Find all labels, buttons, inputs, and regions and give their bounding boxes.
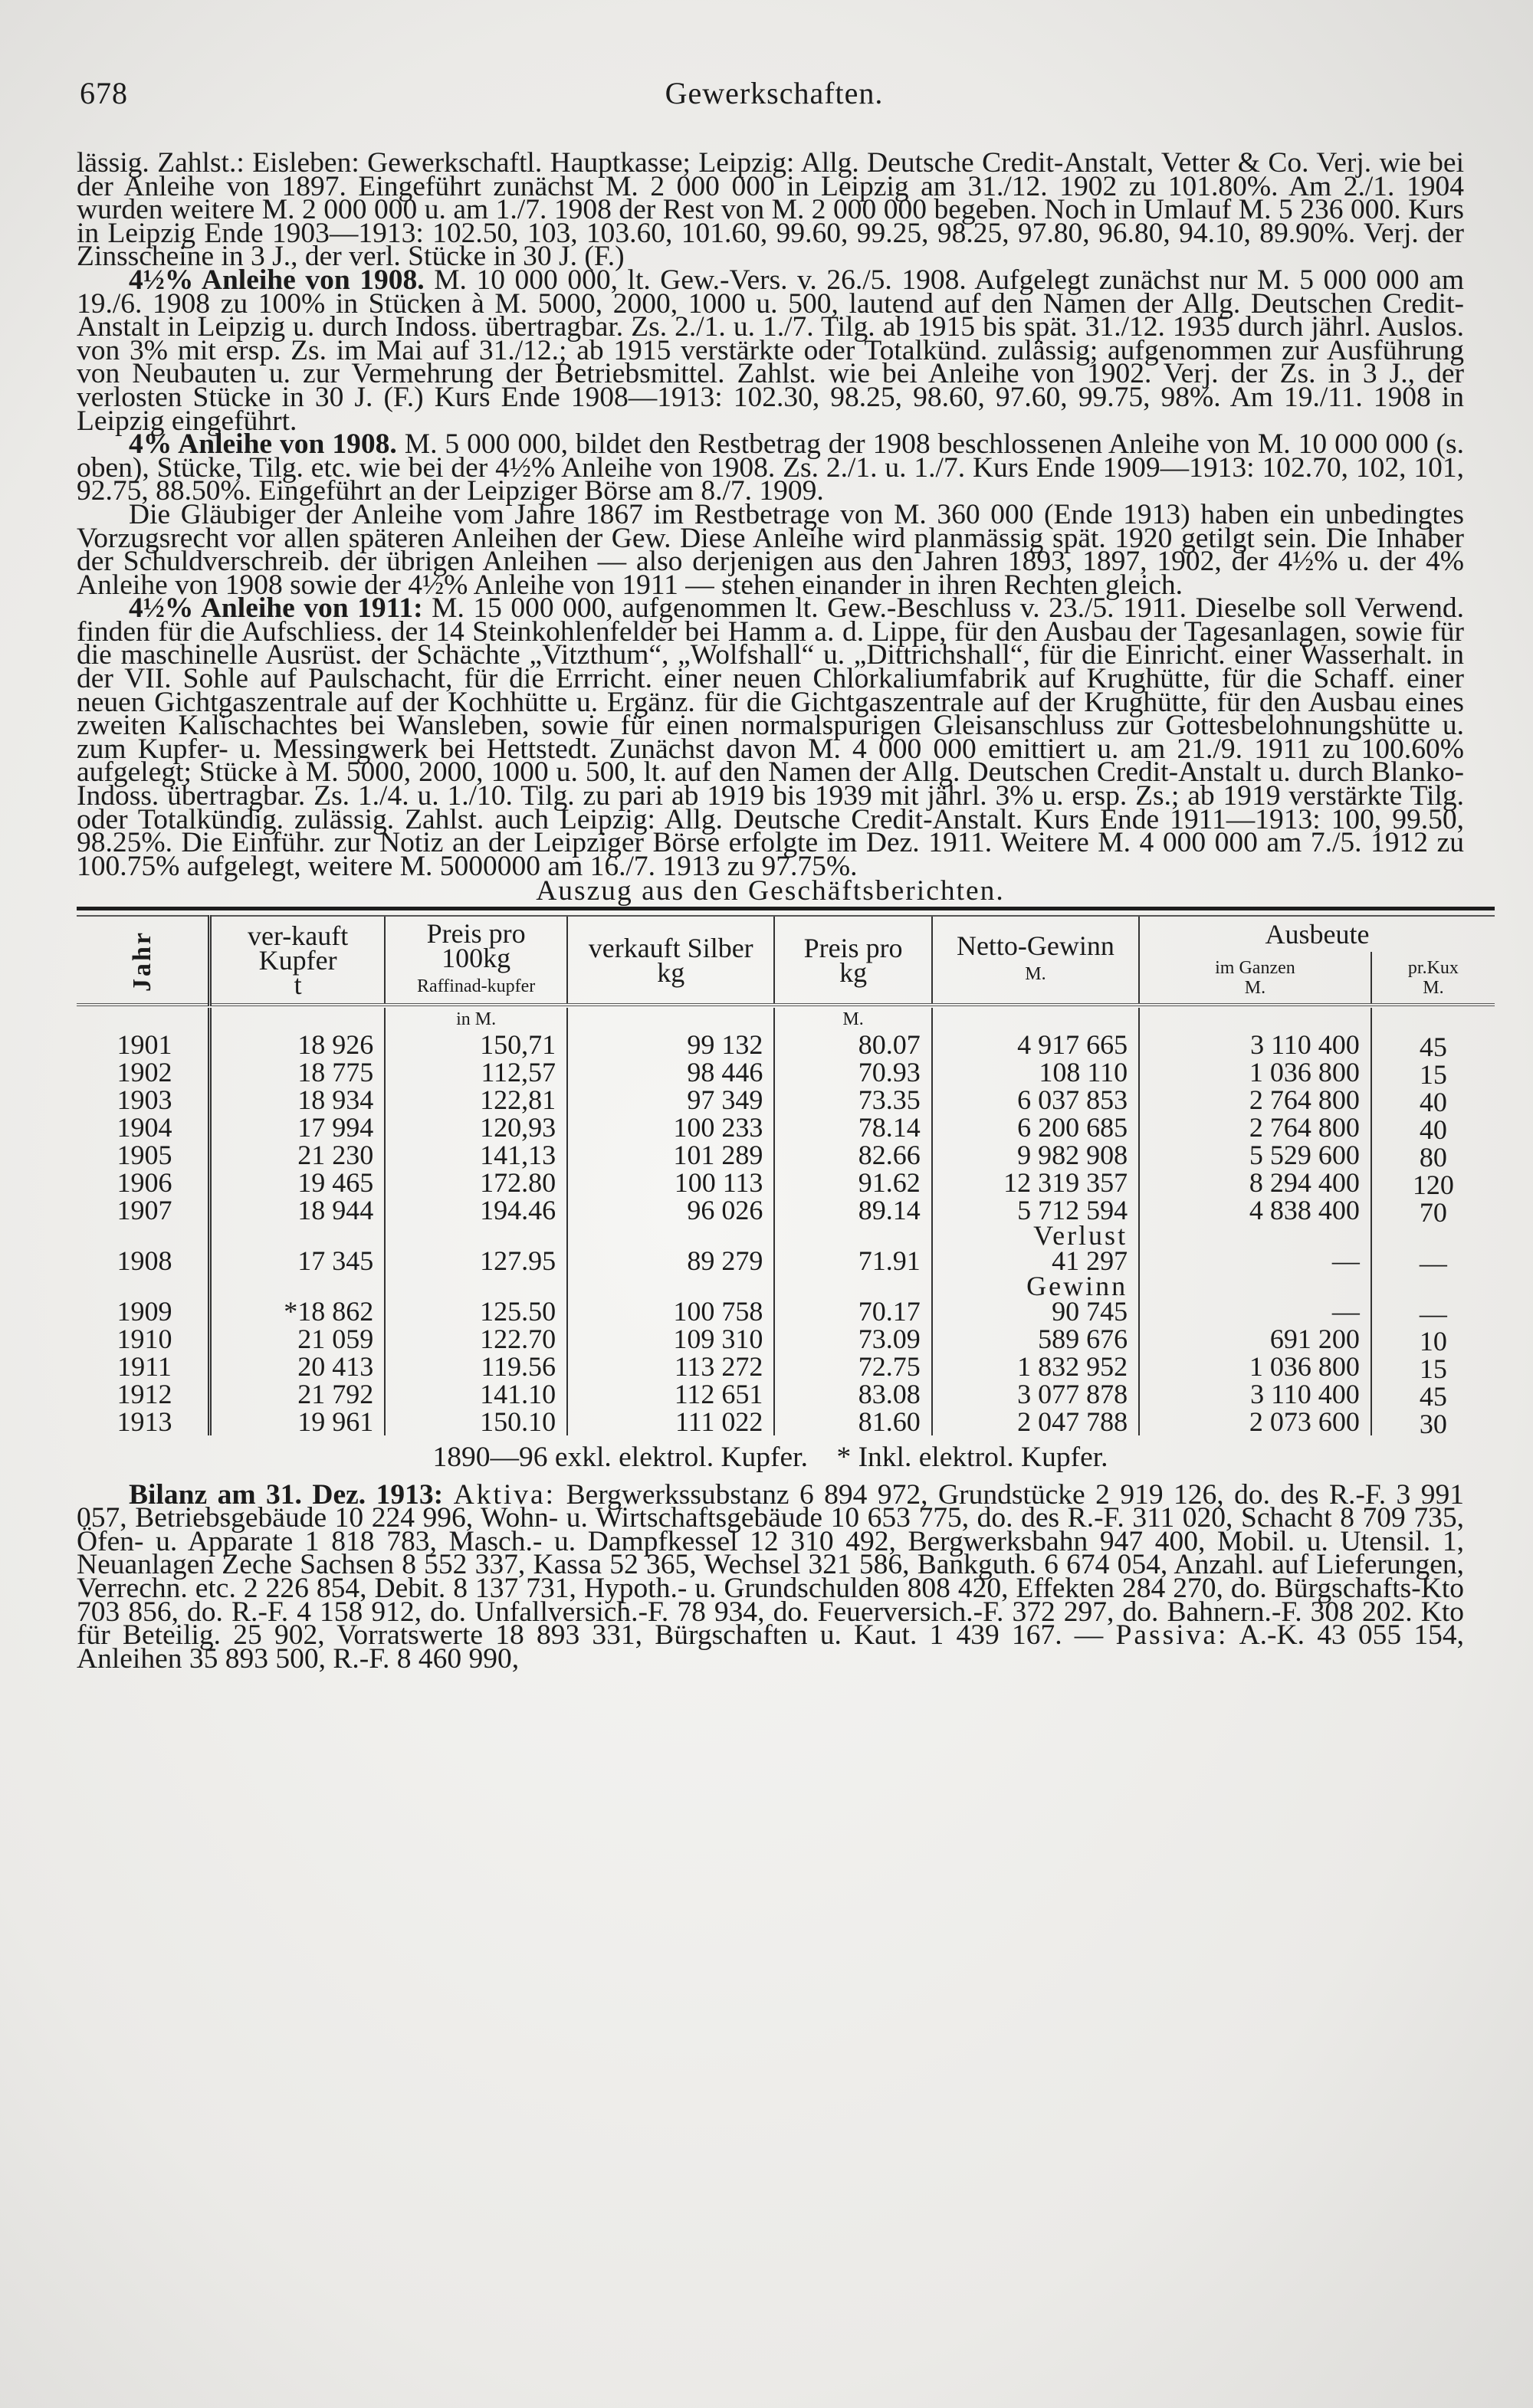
cell-year: 1909	[117, 1296, 172, 1327]
cell-kux: 70	[1371, 1196, 1495, 1224]
cell-kux: 120	[1371, 1169, 1495, 1196]
cell-preis-kupfer: 120,93	[385, 1114, 567, 1141]
cell-preis-kupfer: 122.70	[385, 1325, 567, 1353]
cell-empty	[385, 1275, 567, 1297]
aktiva-label: Aktiva:	[453, 1478, 556, 1511]
cell-kux: —	[1371, 1297, 1495, 1325]
cell-gewinn: 6 200 685	[932, 1114, 1139, 1141]
table-row	[77, 1169, 1495, 1196]
cell-ausbeute: 5 529 600	[1139, 1141, 1371, 1169]
paragraph-bilanz	[77, 1478, 1465, 1675]
cell-kupfer: 17 345	[210, 1247, 386, 1275]
cell-preis-kupfer: 194.46	[385, 1196, 567, 1224]
section-heading: 4% Anleihe von 1908.	[129, 428, 397, 461]
cell-preis-silber: 73.09	[774, 1325, 931, 1353]
unit-preis-silber: M.	[774, 1008, 931, 1031]
cell-empty	[1139, 1275, 1371, 1297]
cell-kupfer: *18 862	[210, 1297, 386, 1325]
cell-ausbeute: 691 200	[1139, 1325, 1371, 1353]
cell-kupfer: 17 994	[210, 1114, 386, 1141]
cell-kux: —	[1371, 1247, 1495, 1275]
cell-preis-kupfer: 125.50	[385, 1297, 567, 1325]
cell-kux: 40	[1371, 1114, 1495, 1141]
cell-ausbeute: 3 110 400	[1139, 1380, 1371, 1408]
page-number: 678	[80, 76, 128, 110]
cell-preis-kupfer: 119.56	[385, 1353, 567, 1380]
unit-row	[77, 1008, 1495, 1031]
cell-empty	[567, 1275, 774, 1297]
table-header-row	[77, 916, 1495, 952]
cell-gewinn: 5 712 594	[932, 1196, 1139, 1224]
cell-kux: 15	[1371, 1058, 1495, 1086]
paragraph-anleihe-1908-4	[77, 428, 1464, 507]
bilanz-heading: Bilanz am 31. Dez. 1913:	[129, 1478, 444, 1511]
cell-year: 1913	[117, 1406, 172, 1437]
section-text: M. 15 000 000, aufgenommen lt. Gew.-Beschluss v. 23./5. 1911. Dieselbe soll Verwend. finden für die Aufschliess. der 14 Steinkohlenfelder bei Hamm a. d. Lippe, für den Ausbau der Tagesanlagen, sowie für die maschinelle Ausrüst. der Schächte „Vitzthum“, „Wolfshall“ u. „Dittrichshall“, für die Einricht. einer Wasserhalt. in der VII. Sohle auf Paulschacht, für die Errricht. einer neuen Chlorkaliumfabrik auf Krughütte, für die Schaff. einer neuen Gichtgaszentrale auf der Kochhütte u. Ergänz. für die Gichtgaszentrale auf der Krughütte, für den Ausbau eines zweiten Kalischachtes bei Wansleben, sowie für einen normalspurigen Gleisanschluss zur Gottesbelohnungshütte u. zum Kupfer- u. Messingwerk bei Hettstedt. Zunächst davon M. 4 000 000 emittiert u. am 21./9. 1911 zu 100.60% aufgelegt; Stücke à M. 5000, 2000, 1000 u. 500, lt. auf den Namen der Allg. Deutschen Credit-Anstalt u. durch Blanko-Indoss. übertragbar. Zs. 1./4. u. 1./10. Tilg. zu pari ab 1919 bis 1939 mit jährl. 3% u. ersp. Zs.; ab 1919 verstärkte Tilg. oder Totalkündig. zulässig. Zahlst. auch Leipzig: Allg. Deutsche Credit-Anstalt. Kurs Ende 1911—1913: 100, 99.50, 98.25%. Die Einführ. zur Notiz an der Leipziger Börse erfolgte im Dez. 1911. Weitere M. 4 000 000 am 7./5. 1912 zu 100.75% aufgelegt, weitere M. 5000000 am 16./7. 1913 zu 97.75%.	[77, 592, 1464, 882]
paragraph-anleihe-1911	[77, 592, 1464, 882]
cell-gewinn: 90 745	[932, 1297, 1139, 1325]
cell-ausbeute: 3 110 400	[1139, 1031, 1371, 1058]
table-row	[77, 1114, 1495, 1141]
cell-gewinn: 12 319 357	[932, 1169, 1139, 1196]
col-header-preis-silber: Preis pro kg	[774, 916, 931, 1005]
cell-kux: 30	[1371, 1408, 1495, 1435]
table-row	[77, 1353, 1495, 1380]
table-row	[77, 1141, 1495, 1169]
cell-kupfer: 19 465	[210, 1169, 386, 1196]
cell-silber: 101 289	[567, 1141, 774, 1169]
paragraph-anleihe-1908-4half	[77, 264, 1465, 437]
cell-silber: 113 272	[567, 1353, 774, 1380]
cell-gewinn: 108 110	[932, 1058, 1139, 1086]
cell-gewinn: 4 917 665	[932, 1031, 1139, 1058]
cell-empty	[1139, 1224, 1371, 1247]
cell-year: 1908	[117, 1245, 172, 1276]
table-label-row	[77, 1275, 1495, 1297]
cell-empty	[567, 1224, 774, 1247]
cell-year: 1904	[117, 1112, 172, 1143]
cell-ausbeute: —	[1139, 1297, 1371, 1325]
cell-silber: 100 758	[567, 1297, 774, 1325]
cell-preis-silber: 71.91	[774, 1247, 931, 1275]
cell-gewinn-label: Gewinn	[932, 1275, 1139, 1297]
col-header-preis-kupfer: Preis pro 100kg Raffinad-kupfer	[385, 916, 567, 1005]
table-row	[77, 1196, 1495, 1224]
cell-ausbeute: 1 036 800	[1139, 1058, 1371, 1086]
cell-gewinn: 3 077 878	[932, 1380, 1139, 1408]
cell-silber: 109 310	[567, 1325, 774, 1353]
cell-year: 1912	[117, 1379, 172, 1409]
table-row	[77, 1380, 1495, 1408]
cell-silber: 99 132	[567, 1031, 774, 1058]
cell-preis-silber: 83.08	[774, 1380, 931, 1408]
paragraph-glaeubiger: Die Gläubiger der Anleihe vom Jahre 1867 im Restbetrage von M. 360 000 (Ende 1913) haben ein unbedingtes Vorzugsrecht vor allen späteren Anleihen der Gew. Diese Anleihe wird planmässig spät. 1920 getilgt sein. Die Inhaber der Schuldverschreib. der übrigen Anleihen — also derjenigen aus den Jahren 1893, 1897, 1902, der 4½% u. der 4% Anleihe von 1908 sowie der 4½% Anleihe von 1911 — stehen einander in ihren Rechten gleich.	[77, 498, 1464, 601]
cell-ausbeute: 8 294 400	[1139, 1169, 1371, 1196]
cell-silber: 111 022	[567, 1408, 774, 1435]
cell-year: 1906	[117, 1167, 172, 1198]
cell-preis-silber: 70.17	[774, 1297, 931, 1325]
table-row	[77, 1058, 1495, 1086]
cell-year: 1910	[117, 1324, 172, 1354]
cell-preis-kupfer: 150.10	[385, 1408, 567, 1435]
cell-gewinn: 589 676	[932, 1325, 1139, 1353]
cell-gewinn: 41 297	[932, 1247, 1139, 1275]
cell-kux: 15	[1371, 1353, 1495, 1380]
col-header-jahr: Jahr	[127, 930, 156, 992]
cell-ausbeute: 2 764 800	[1139, 1086, 1371, 1114]
business-report-table	[77, 907, 1495, 1439]
section-heading: 4½% Anleihe von 1911:	[129, 592, 423, 625]
col-header-ausbeute-ganzen: im Ganzen M.	[1139, 952, 1371, 1005]
col-header-kupfer: ver-kauft Kupfer t	[210, 916, 386, 1005]
cell-preis-silber: 72.75	[774, 1353, 931, 1380]
cell-kux: 80	[1371, 1141, 1495, 1169]
cell-preis-silber: 73.35	[774, 1086, 931, 1114]
cell-preis-silber: 91.62	[774, 1169, 931, 1196]
cell-kux: 40	[1371, 1086, 1495, 1114]
unit-preis-kupfer: in M.	[385, 1008, 567, 1031]
table-row	[77, 1247, 1495, 1275]
section-text: M. 5 000 000, bildet den Restbetrag der 1908 beschlossenen Anleihe von M. 10 000 000 (s. oben), Stücke, Tilg. etc. wie bei der 4½% Anleihe von 1908. Zs. 2./1. u. 1./7. Kurs Ende 1909—1913: 102.70, 102, 101, 92.75, 88.50%. Eingeführt an der Leipziger Börse am 8./7. 1909.	[77, 428, 1464, 507]
table-row	[77, 1325, 1495, 1353]
cell-silber: 98 446	[567, 1058, 774, 1086]
cell-kupfer: 21 230	[210, 1141, 386, 1169]
cell-empty	[774, 1224, 931, 1247]
cell-year: 1902	[117, 1057, 172, 1088]
table-label-row	[77, 1224, 1495, 1247]
cell-preis-kupfer: 112,57	[385, 1058, 567, 1086]
passiva-text: A.-K. 43 055 154, Anleihen 35 893 500, R.-F. 8 460 990,	[77, 1619, 1465, 1675]
col-header-ausbeute-kux: pr.Kux M.	[1371, 952, 1495, 1005]
running-head	[77, 75, 1472, 113]
passiva-label: Passiva:	[1115, 1619, 1229, 1652]
cell-kux: 45	[1371, 1380, 1495, 1408]
cell-ausbeute: 2 764 800	[1139, 1114, 1371, 1141]
cell-kupfer: 21 059	[210, 1325, 386, 1353]
cell-gewinn: 2 047 788	[932, 1408, 1139, 1435]
cell-kux: 45	[1371, 1031, 1495, 1058]
cell-kupfer: 19 961	[210, 1408, 386, 1435]
col-header-silber: verkauft Silber kg	[567, 916, 774, 1005]
cell-empty	[77, 1275, 210, 1297]
cell-kupfer: 18 775	[210, 1058, 386, 1086]
cell-kupfer: 21 792	[210, 1380, 386, 1408]
cell-empty	[210, 1275, 386, 1297]
cell-gewinn: 1 832 952	[932, 1353, 1139, 1380]
cell-year: 1911	[117, 1351, 172, 1382]
col-header-ausbeute: Ausbeute	[1139, 916, 1495, 952]
cell-kupfer: 20 413	[210, 1353, 386, 1380]
table-body	[77, 1008, 1495, 1439]
cell-gewinn-label: Verlust	[932, 1224, 1139, 1247]
cell-year: 1905	[117, 1140, 172, 1170]
cell-ausbeute: —	[1139, 1247, 1371, 1275]
cell-preis-silber: 70.93	[774, 1058, 931, 1086]
body-text	[77, 147, 1465, 1675]
cell-year: 1901	[117, 1029, 172, 1060]
cell-ausbeute: 1 036 800	[1139, 1353, 1371, 1380]
cell-year: 1903	[117, 1084, 172, 1115]
cell-silber: 100 233	[567, 1114, 774, 1141]
cell-preis-silber: 82.66	[774, 1141, 931, 1169]
page-title: Gewerkschaften.	[665, 76, 884, 110]
cell-kupfer: 18 944	[210, 1196, 386, 1224]
cell-preis-kupfer: 172.80	[385, 1169, 567, 1196]
cell-empty	[774, 1275, 931, 1297]
cell-gewinn: 9 982 908	[932, 1141, 1139, 1169]
table-row	[77, 1408, 1495, 1435]
cell-ausbeute: 4 838 400	[1139, 1196, 1371, 1224]
cell-empty	[210, 1224, 386, 1247]
cell-year: 1907	[117, 1195, 172, 1225]
cell-preis-kupfer: 141,13	[385, 1141, 567, 1169]
cell-silber: 100 113	[567, 1169, 774, 1196]
cell-gewinn: 6 037 853	[932, 1086, 1139, 1114]
table-row	[77, 1297, 1495, 1325]
paragraph-anleihe-1902-cont: lässig. Zahlst.: Eisleben: Gewerkschaftl. Hauptkasse; Leipzig: Allg. Deutsche Credit-Anstalt, Vetter & Co. Verj. wie bei der Anleihe von 1897. Eingeführt zunächst M. 2 000 000 in Leipzig am 31./12. 1902 zu 101.80%. Am 2./1. 1904 wurden weitere M. 2 000 000 u. am 1./7. 1908 der Rest von M. 2 000 000 begeben. Noch in Umlauf M. 5 236 000. Kurs in Leipzig Ende 1903—1913: 102.50, 103, 103.60, 101.60, 99.60, 99.25, 98.25, 97.80, 96.80, 94.10, 89.90%. Verj. der Zinsscheine in 3 J., der verl. Stücke in 30 J. (F.)	[77, 147, 1464, 273]
col-header-gewinn: Netto-Gewinn M.	[932, 916, 1139, 1005]
cell-preis-silber: 80.07	[774, 1031, 931, 1058]
cell-empty	[385, 1224, 567, 1247]
section-heading: 4½% Anleihe von 1908.	[129, 264, 425, 296]
cell-preis-silber: 78.14	[774, 1114, 931, 1141]
cell-preis-silber: 81.60	[774, 1408, 931, 1435]
table-row	[77, 1086, 1495, 1114]
cell-silber: 96 026	[567, 1196, 774, 1224]
table-caption: Auszug aus den Geschäftsberichten.	[536, 875, 1005, 907]
cell-preis-kupfer: 127.95	[385, 1247, 567, 1275]
cell-silber: 89 279	[567, 1247, 774, 1275]
cell-preis-kupfer: 122,81	[385, 1086, 567, 1114]
cell-preis-silber: 89.14	[774, 1196, 931, 1224]
cell-ausbeute: 2 073 600	[1139, 1408, 1371, 1435]
cell-silber: 112 651	[567, 1380, 774, 1408]
cell-empty	[77, 1224, 210, 1247]
cell-preis-kupfer: 141.10	[385, 1380, 567, 1408]
section-text: M. 10 000 000, lt. Gew.-Vers. v. 26./5. 1908. Aufgelegt zunächst nur M. 5 000 000 am 19./6. 1908 zu 100% in Stücken à M. 5000, 2000, 1000 u. 500, lautend auf den Namen der Allg. Deutschen Credit-Anstalt in Leipzig u. durch Indoss. übertragbar. Zs. 2./1. u. 1./7. Tilg. ab 1915 bis spät. 31./12. 1935 durch jährl. Auslos. von 3% mit ersp. Zs. im Mai auf 31./12.; ab 1915 verstärkte oder Totalkünd. zulässig; aufgenommen zur Ausführung von Neubauten u. zur Vermehrung der Betriebsmittel. Zahlst. wie bei Anleihe von 1902. Verj. der Zs. in 3 J., der verlosten Stücke in 30 J. (F.) Kurs Ende 1908—1913: 102.30, 98.25, 98.60, 97.60, 99.75, 98%. Am 19./11. 1908 in Leipzig eingeführt.	[77, 264, 1465, 437]
cell-kux: 10	[1371, 1325, 1495, 1353]
cell-kupfer: 18 926	[210, 1031, 386, 1058]
cell-kupfer: 18 934	[210, 1086, 386, 1114]
table-row	[77, 1031, 1495, 1058]
aktiva-text: Bergwerkssubstanz 6 894 972, Grundstücke 2 919 126, do. des R.-F. 3 991 057, Betriebsgebäude 10 224 996, Wohn- u. Wirtschaftsgebäude 10 653 775, do. des R.-F. 311 020, Schacht 8 709 735, Öfen- u. Apparate 1 818 783, Masch.- u. Dampfkessel 12 310 492, Bergwerksbahn 947 400, Mobil. u. Utensil. 1, Neuanlagen Zeche Sachsen 8 552 337, Kassa 52 365, Wechsel 321 586, Bankguth. 6 674 054, Anzahl. auf Lieferungen, Verrechn. etc. 2 226 854, Debit. 8 137 731, Hypoth.- u. Grundschulden 808 420, Effekten 284 270, do. Bürgschafts-Kto 703 856, do. R.-F. 4 158 912, do. Unfallversich.-F. 78 934, do. Feuerversich.-F. 372 297, do. Bahnern.-F. 308 202. Kto für Beteilig. 25 902, Vorratswerte 18 893 331, Bürgschaften u. Kaut. 1 439 167. —	[77, 1478, 1465, 1652]
cell-silber: 97 349	[567, 1086, 774, 1114]
table-footnote: 1890—96 exkl. elektrol. Kupfer. * Inkl. elektrol. Kupfer.	[432, 1442, 1108, 1473]
cell-preis-kupfer: 150,71	[385, 1031, 567, 1058]
